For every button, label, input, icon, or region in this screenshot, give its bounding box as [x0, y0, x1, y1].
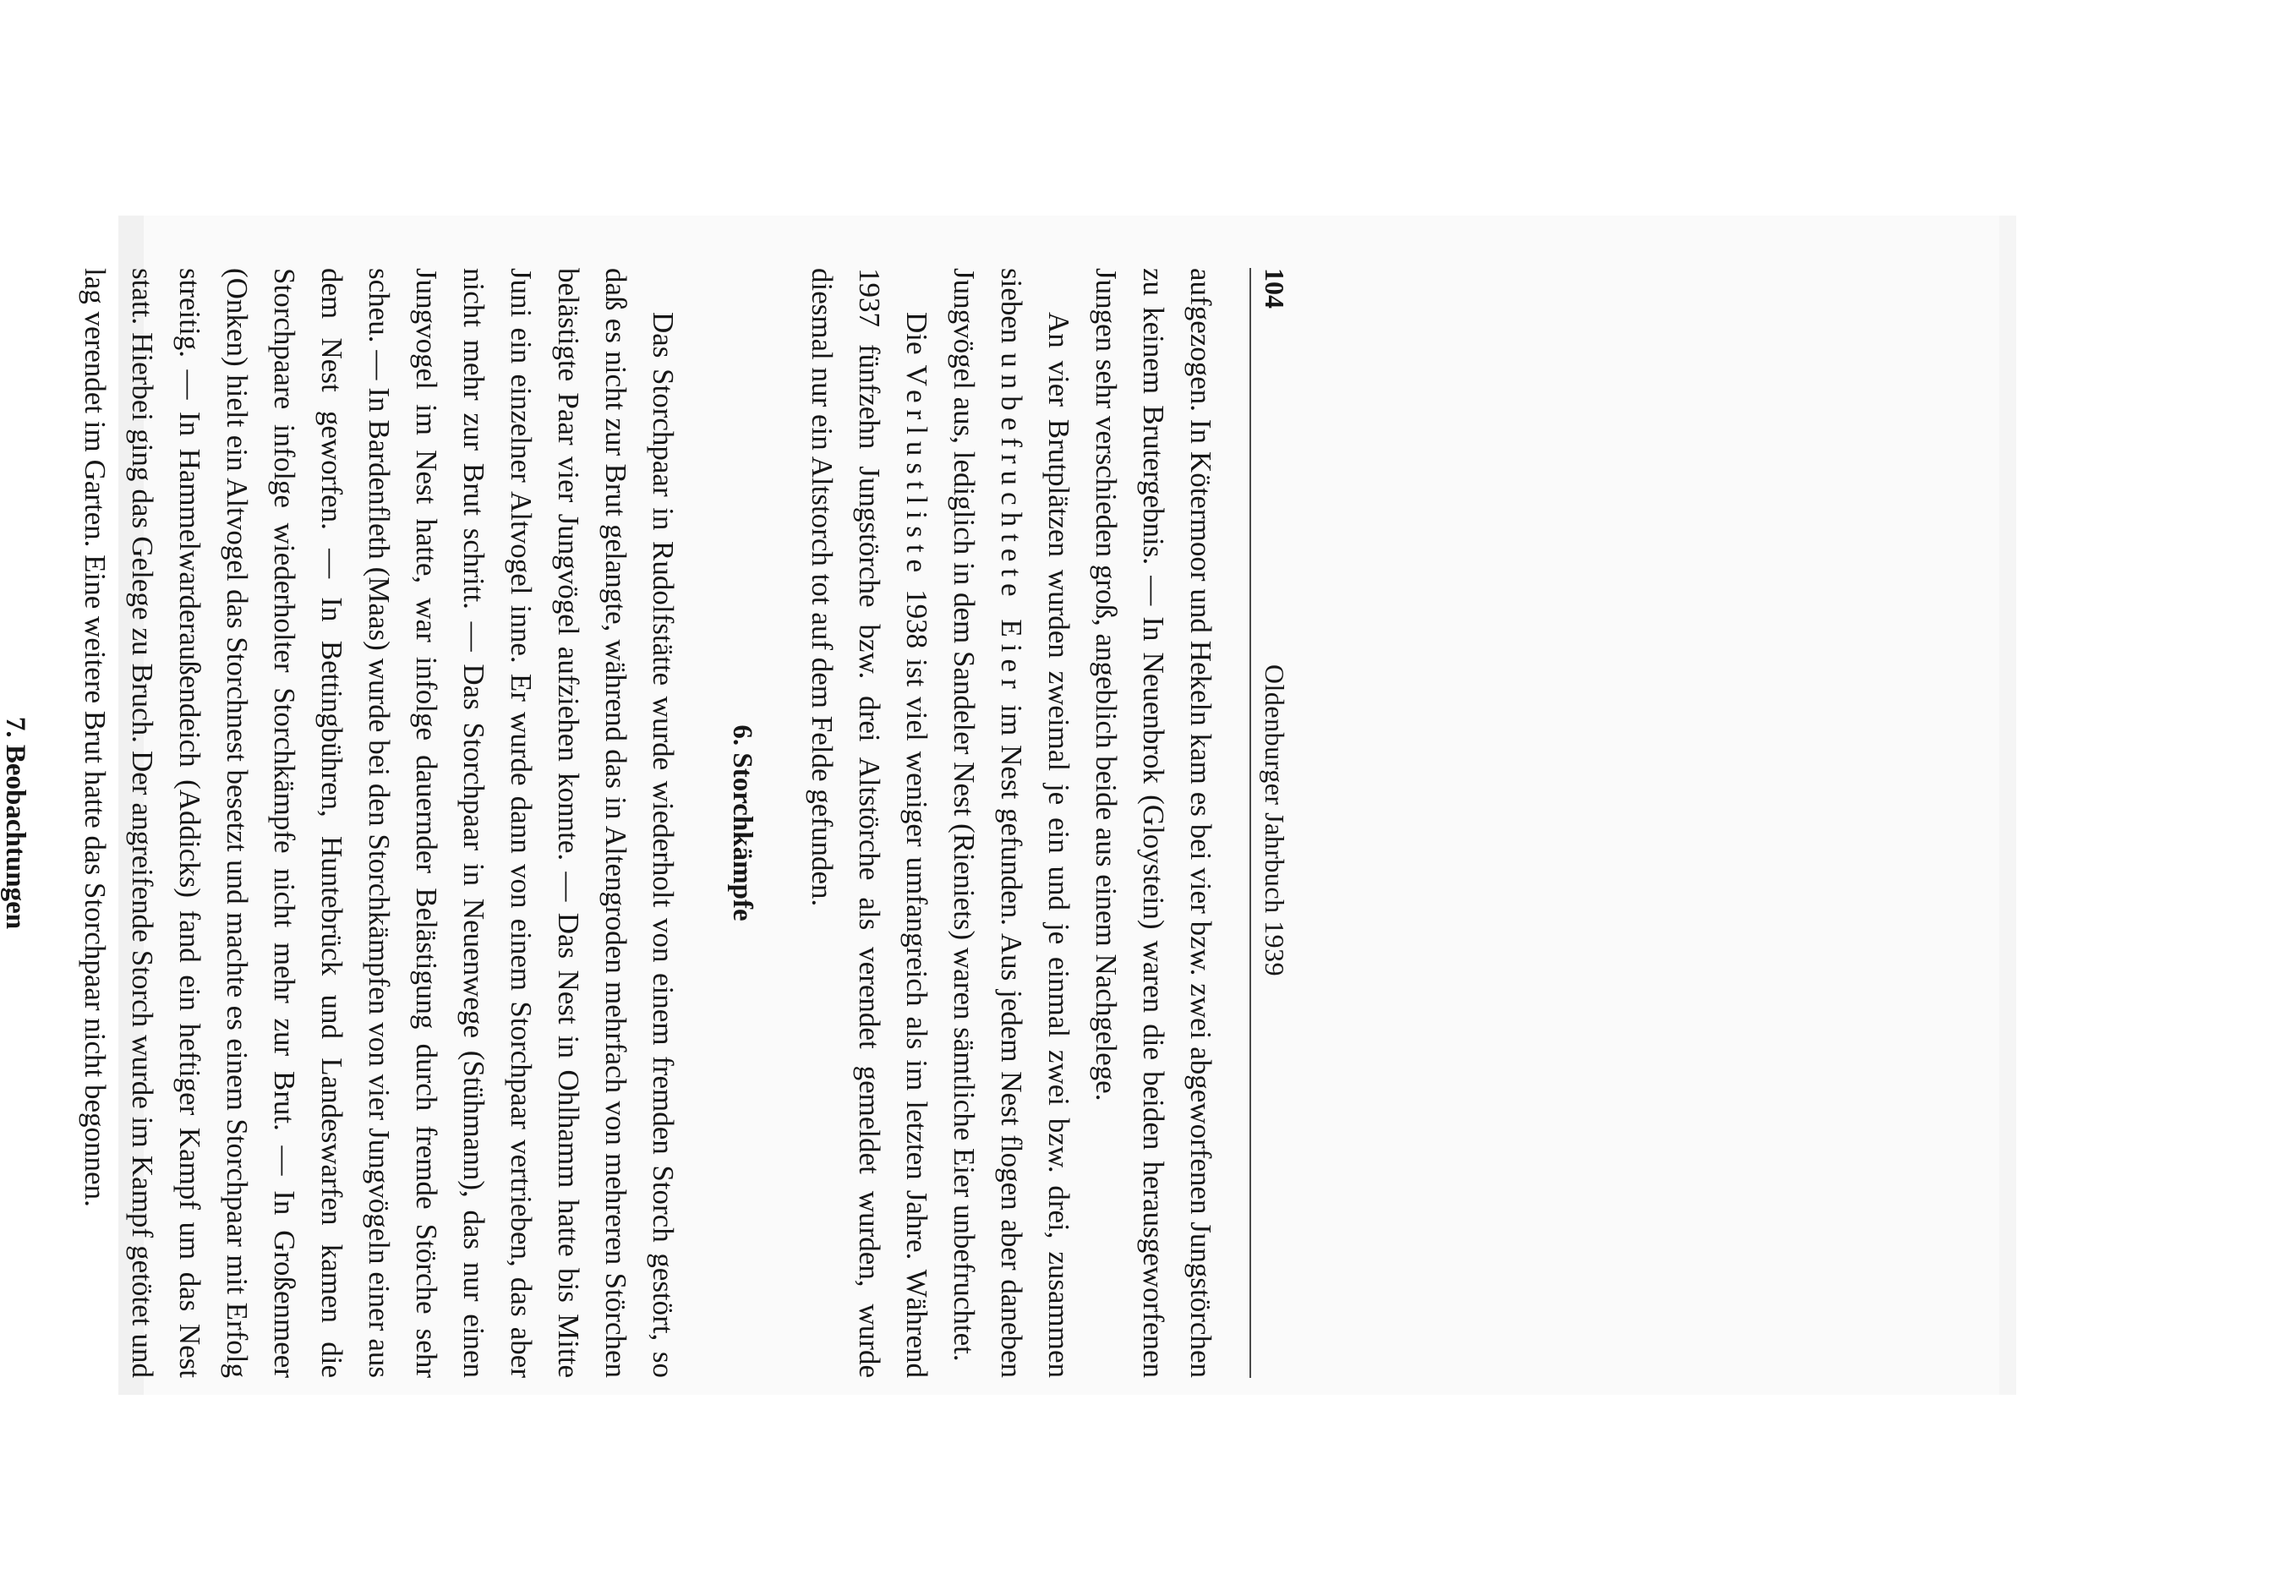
paragraph-brutplaetze-start: An vier Brutplätzen wurden zweimal je ein und je einmal zwei bzw. drei, zusammen sieben [995, 268, 1075, 1378]
paragraph-aufgezogen: aufgezogen. In Kötermoor und Hekeln kam es bei vier bzw. zwei abgeworfenen Jungstörchen zu keinem Brutergebnis. — In Neuenbrok (Gloystein) waren die beiden herausgeworfenen Jungen sehr verschieden groß, angeblich beide aus einem Nachgelege. [1090, 268, 1217, 1378]
page-number: 104 [1260, 268, 1290, 309]
paragraph-storchkaempfe: Das Storchpaar in Rudolfstätte wurde wiederholt von einem fremden Storch gestört, so daß es nicht zur Brut gelangte, während das in Altengroden mehrfach von mehreren Störchen belästigte Paar vier Jungvögel aufziehen konnte. — Das Nest in Ohlhamm hatte bis Mitte Juni ein einzelner Altvogel inne. Er wurde dann von einem Storchpaar vertrieben, das aber nicht mehr zur Brut schritt. — Das Storchpaar in Neuenwege (Stühmann), das nur einen Jungvogel im Nest hatte, war infolge dauernder Belästigung durch fremde Störche sehr scheu. — In Bardenfleth (Maas) wurde bei den Storchkämpfen von vier Jungvögeln einer aus dem Nest geworfen. — In Bettingbühren, Huntebrück und Landeswarfen kamen die Storchpaare infolge wiederholter Storchkämpfe nicht mehr zur Brut. — In Großenmeer (Onken) hielt ein Altvogel das Storchnest besetzt und machte es einem Storchpaar mit Erfolg streitig. — In Hammelwarderaußendeich (Addicks) fand ein heftiger Kampf um das Nest statt. Hierbei ging das Gelege zu Bruch. Der angreifende Storch wurde im Kampf getötet und lag verendet im Garten. Eine weitere Brut hatte das Storchpaar nicht begonnen. [79, 268, 680, 1378]
emphasis-unbefruchtete-eier: unbefruchtete Eier [995, 353, 1028, 696]
section-heading-storchkaempfe: 6. Storchkämpfe [727, 724, 757, 921]
body-text [0, 268, 1224, 1378]
book-page [0, 234, 1312, 1398]
paragraph-brutplaetze-end: im Nest gefunden. Aus jedem Nest flogen aber daneben Jungvögel aus, lediglich in dem Sandeler Nest (Rieniets) waren sämtliche Eier unbefruchtet. [948, 268, 1028, 1378]
paragraph-verlustliste [798, 268, 940, 1378]
paragraph-brutplaetze [940, 268, 1082, 1378]
paragraph-verlustliste-start: Die [900, 312, 933, 365]
paragraph-verlustliste-end: 1938 ist viel weniger umfangreich als im letzten Jahre. Während 1937 fünfzehn Jungstörche bzw. drei Altstörche als verendet gemeldet wurden, wurde diesmal nur ein Altstorch tot auf dem Felde gefunden. [806, 268, 933, 1378]
running-title: Oldenburger Jahrbuch 1939 [1260, 664, 1290, 977]
emphasis-verlustliste: Verlustliste [900, 364, 933, 580]
section-heading-beobachtungen: 7. Beobachtungen [0, 716, 30, 930]
page-header [1249, 268, 1290, 1378]
